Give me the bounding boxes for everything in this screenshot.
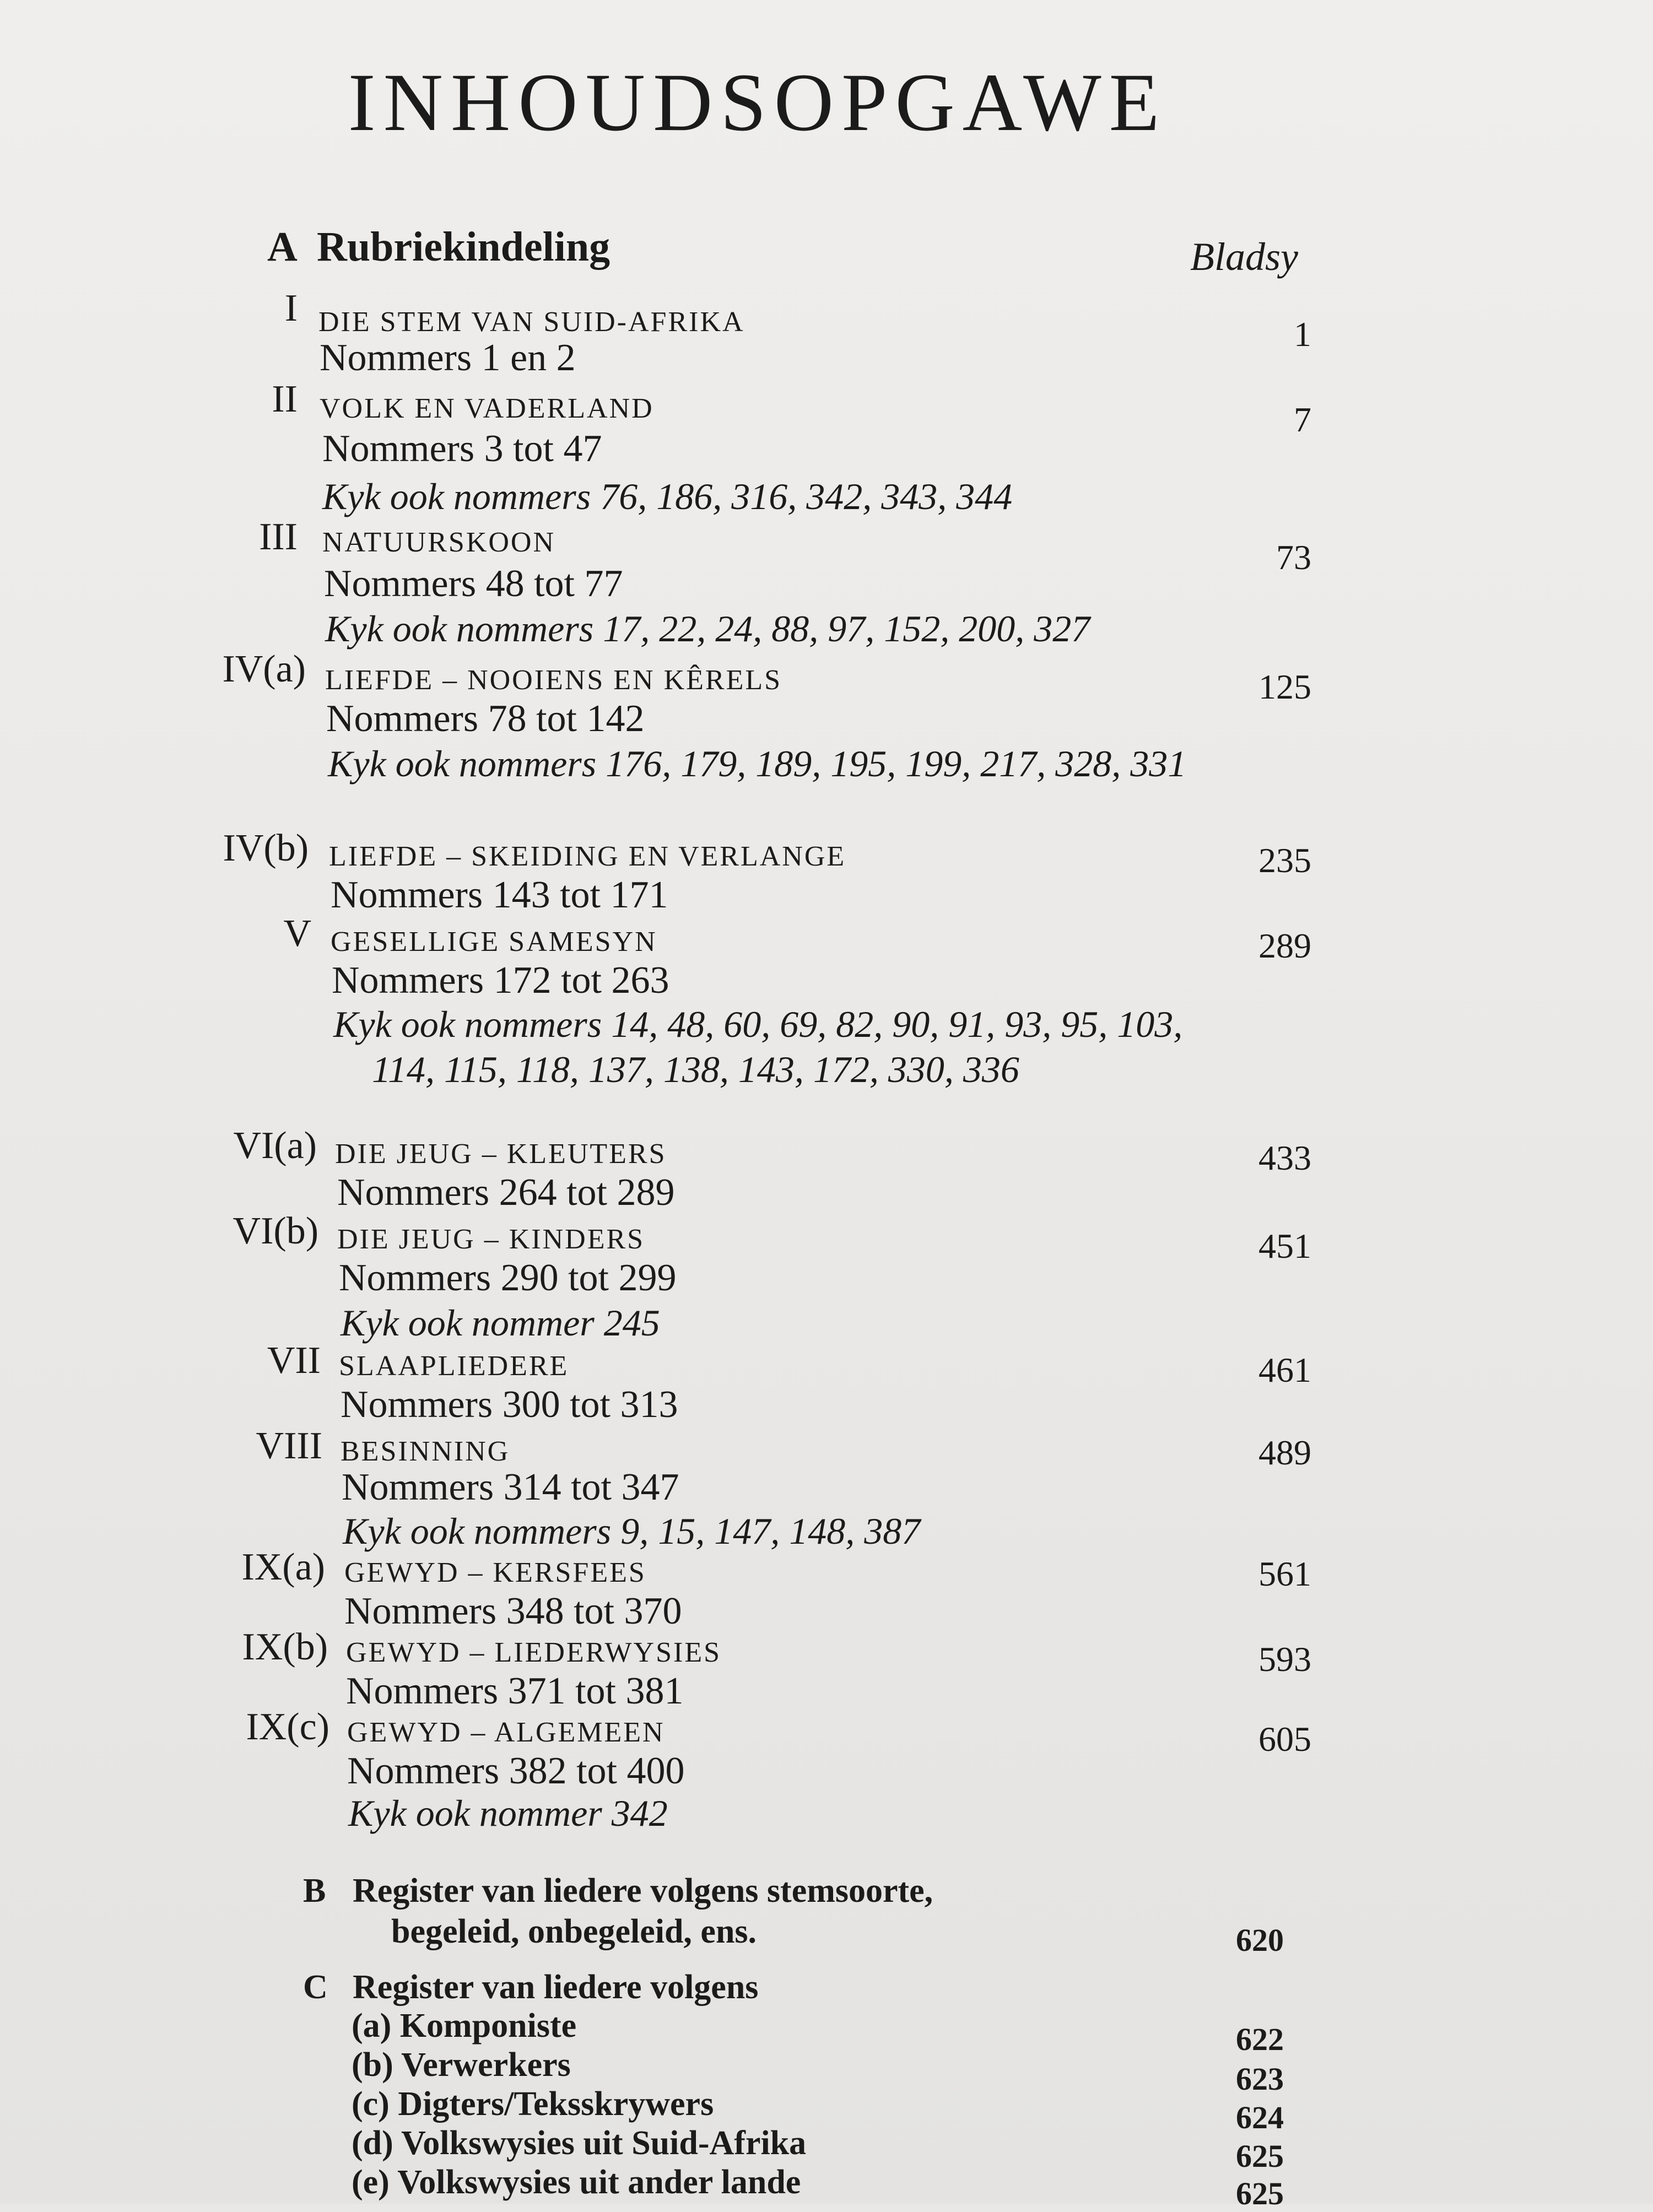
entry-page: 461	[1258, 1350, 1311, 1389]
entry-page: 561	[1258, 1554, 1311, 1593]
entry-number: V	[283, 912, 311, 955]
section-b-line1: Register van liedere volgens stemsoorte,	[353, 1872, 933, 1910]
entry-number: IX(c)	[246, 1706, 329, 1748]
entry-page: 489	[1258, 1433, 1311, 1472]
entry-range: Nommers 314 tot 347	[342, 1466, 679, 1508]
entry-range: Nommers 48 tot 77	[324, 563, 623, 605]
section-c-item-page: 623	[1236, 2061, 1284, 2097]
entry-heading: VOLK EN VADERLAND	[320, 393, 654, 424]
entry-page: 73	[1276, 538, 1311, 577]
page-title: INHOUDSOPGAWE	[348, 57, 1168, 148]
section-c-item-page: 625	[1236, 2138, 1284, 2174]
section-b	[303, 1870, 933, 1952]
section-c-item-page: 622	[1236, 2021, 1284, 2057]
entry-page: 605	[1258, 1719, 1311, 1759]
entry-range: Nommers 300 tot 313	[341, 1383, 678, 1426]
section-b-page: 620	[1236, 1922, 1284, 1958]
entry-page: 7	[1294, 400, 1311, 439]
section-a-title: Rubriekindeling	[317, 224, 611, 270]
section-c-item-page: 624	[1236, 2100, 1284, 2135]
section-a-letter: A	[267, 224, 298, 270]
entry-page: 1	[1294, 315, 1311, 354]
entry-range: Nommers 143 tot 171	[331, 874, 668, 916]
entry-range: Nommers 290 tot 299	[339, 1257, 677, 1299]
entry-heading: SLAAPLIEDERE	[339, 1350, 569, 1382]
entry-heading: GESELLIGE SAMESYN	[331, 926, 657, 958]
page-column-label: Bladsy	[1190, 235, 1298, 279]
entry-see-also: Kyk ook nommers 14, 48, 60, 69, 82, 90, 91, 93, 95, 103, 114, 115, 118, 137, 138, 143, 172, 330, 336	[333, 1003, 1183, 1090]
section-b-letter: B	[303, 1872, 326, 1910]
entry-see-also: Kyk ook nommers 176, 179, 189, 195, 199, 217, 328, 331	[328, 743, 1187, 785]
entry-heading: GEWYD – ALGEMEEN	[347, 1717, 665, 1748]
entry-number: III	[259, 516, 298, 558]
entry-number: VII	[267, 1339, 321, 1382]
entry-number: IX(b)	[242, 1626, 328, 1668]
entry-number: VIII	[256, 1425, 322, 1467]
section-a-heading	[267, 223, 610, 271]
entry-range: Nommers 382 tot 400	[347, 1750, 685, 1792]
entry-heading: BESINNING	[341, 1436, 510, 1467]
entry-number: IX(a)	[241, 1546, 325, 1588]
entry-page: 235	[1258, 841, 1311, 880]
entry-heading: GEWYD – LIEDERWYSIES	[346, 1637, 722, 1668]
entry-number: VI(b)	[233, 1210, 318, 1252]
section-c-item: (d) Volkswysies uit Suid-Afrika	[352, 2124, 807, 2162]
entry-number: IV(a)	[222, 648, 306, 690]
entry-range: Nommers 371 tot 381	[346, 1670, 684, 1712]
entry-heading: DIE JEUG – KLEUTERS	[335, 1138, 667, 1170]
entry-range: Nommers 348 tot 370	[344, 1590, 682, 1632]
entry-see-also: Kyk ook nommer 245	[341, 1302, 660, 1344]
entry-heading: LIEFDE – NOOIENS EN KÊRELS	[325, 664, 782, 696]
section-c-letter: C	[303, 1968, 328, 2006]
entry-range: Nommers 1 en 2	[320, 337, 576, 379]
entry-see-also: Kyk ook nommer 342	[348, 1792, 668, 1834]
entry-see-also: Kyk ook nommers 9, 15, 147, 148, 387	[343, 1510, 921, 1552]
entry-range: Nommers 264 tot 289	[337, 1171, 675, 1214]
entry-number: IV(b)	[223, 827, 309, 869]
section-b-line2: begeleid, onbegeleid, ens.	[391, 1913, 757, 1950]
entry-number: VI(a)	[233, 1124, 317, 1167]
entry-heading: DIE STEM VAN SUID-AFRIKA	[318, 306, 745, 338]
section-c-item: (a) Komponiste	[352, 2007, 577, 2045]
entry-see-also: Kyk ook nommers 76, 186, 316, 342, 343, 344	[322, 475, 1013, 517]
section-c-title: Register van liedere volgens	[353, 1968, 759, 2006]
section-c-item-page: 625	[1236, 2176, 1284, 2211]
section-c-heading	[303, 1967, 758, 2008]
entry-see-also: Kyk ook nommers 17, 22, 24, 88, 97, 152, 200, 327	[325, 608, 1090, 650]
entry-range: Nommers 3 tot 47	[322, 428, 602, 470]
section-c-item: (c) Digters/Teksskrywers	[352, 2085, 714, 2123]
entry-page: 125	[1258, 667, 1311, 706]
entry-page: 593	[1258, 1640, 1311, 1679]
entry-page: 433	[1258, 1138, 1311, 1177]
entry-range: Nommers 78 tot 142	[326, 697, 645, 740]
entry-heading: NATUURSKOON	[322, 527, 556, 558]
entry-page: 289	[1258, 926, 1311, 965]
entry-number: II	[272, 378, 298, 420]
entry-page: 451	[1258, 1226, 1311, 1265]
entry-number: I	[284, 287, 298, 329]
entry-range: Nommers 172 tot 263	[332, 959, 669, 1002]
section-c-item: (b) Verwerkers	[352, 2046, 571, 2084]
entry-heading: LIEFDE – SKEIDING EN VERLANGE	[329, 841, 846, 872]
entry-heading: GEWYD – KERSFEES	[344, 1557, 646, 1588]
entry-heading: DIE JEUG – KINDERS	[337, 1224, 645, 1255]
section-c-item: (e) Volkswysies uit ander lande	[352, 2164, 801, 2201]
